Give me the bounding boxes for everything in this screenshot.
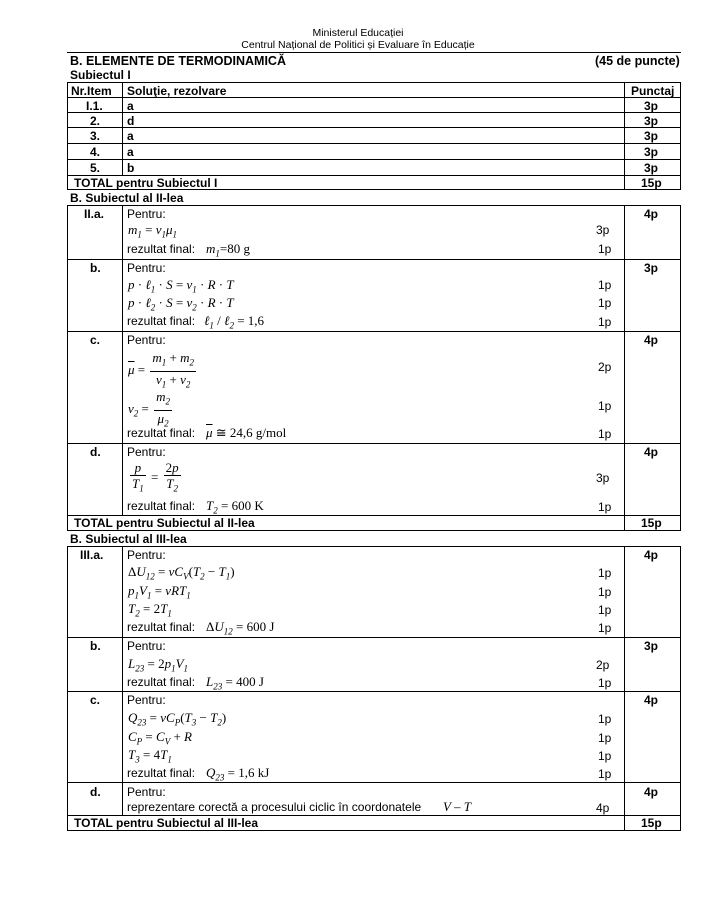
formula: $L_{23} = 2p_1V_1$ — [128, 656, 189, 674]
formula: $m_1 = \nu_1\mu_1$ — [128, 222, 178, 240]
item-number: II.a. — [84, 207, 105, 221]
answer: d — [127, 114, 135, 128]
line-points: 3p — [596, 223, 610, 237]
points: 3p — [644, 99, 659, 113]
formula: $T_2 = 2T_1$ — [128, 601, 172, 619]
s2-total-points: 15p — [641, 516, 662, 530]
final-value: ℓ$_1$ / ℓ$_2$ = 1,6 — [204, 313, 265, 331]
s2-col-divider — [624, 205, 625, 531]
formula: $\Delta U_{12} = \nu C_V(T_2 - T_1)$ — [128, 564, 235, 582]
item-number: 2. — [90, 114, 101, 128]
line-points: 1p — [598, 500, 612, 514]
item-points: 3p — [644, 261, 659, 275]
line-points: 2p — [598, 360, 612, 374]
s3-col-divider — [624, 546, 625, 831]
final-label: rezultat final: — [127, 314, 196, 328]
formula: $\overline{\mu}$ = $\frac{m_1 + m_2}{\nu_1 + \nu_2}$ — [128, 350, 194, 390]
section-title: B. ELEMENTE DE TERMODINAMICĂ — [70, 54, 286, 68]
formula: $\nu_2$ = $\frac{m_2}{\mu_2}$ — [128, 389, 171, 429]
final-label: rezultat final: — [127, 242, 196, 256]
pentru-label: Pentru: — [127, 445, 166, 459]
s3-row-divider — [67, 782, 681, 783]
item-points: 4p — [644, 548, 659, 562]
s1-total-label: TOTAL pentru Subiectul I — [74, 176, 218, 190]
final-value: $Q_{23} = 1,6$ kJ — [206, 765, 270, 783]
final-value: $m_1=80$ g — [206, 241, 250, 259]
s2-title: B. Subiectul al II-lea — [70, 191, 184, 205]
s3-row-divider — [67, 691, 681, 692]
col-points-header: Punctaj — [631, 84, 675, 98]
line-points: 3p — [596, 471, 610, 485]
s1-row-divider — [67, 127, 681, 128]
item-number: c. — [90, 333, 101, 347]
points: 3p — [644, 129, 659, 143]
final-value: $T_2 = 600$ K — [206, 498, 264, 516]
s2-row-divider — [67, 331, 681, 332]
s3-row-divider — [67, 637, 681, 638]
formula: p · ℓ$_1$ · $S = \nu_1 \cdot R \cdot T$ — [128, 277, 234, 295]
points: 3p — [644, 145, 659, 159]
s2-row-divider — [67, 259, 681, 260]
item-number: III.a. — [80, 548, 104, 562]
final-value: $\Delta U_{12} = 600$ J — [206, 619, 275, 637]
pentru-label: Pentru: — [127, 261, 166, 275]
item-points: 4p — [644, 333, 659, 347]
line-points: 1p — [598, 749, 612, 763]
final-label: rezultat final: — [127, 620, 196, 634]
s1-col-divider — [122, 82, 123, 175]
item-points: 3p — [644, 639, 659, 653]
item-number: c. — [90, 693, 101, 707]
item-points: 4p — [644, 785, 659, 799]
line-points: 1p — [598, 676, 612, 690]
s1-col-divider — [624, 82, 625, 190]
pentru-label: Pentru: — [127, 207, 166, 221]
points: 3p — [644, 114, 659, 128]
ministry-header: Ministerul Educației — [312, 27, 404, 39]
line-points: 1p — [598, 242, 612, 256]
formula: $Q_{23} = \nu C_P(T_3 - T_2)$ — [128, 710, 227, 728]
representation-text: reprezentare corectă a procesului ciclic în coordonatele — [127, 800, 422, 814]
line-points: 1p — [598, 399, 612, 413]
col-solution-header: Soluţie, rezolvare — [127, 84, 227, 98]
points: 3p — [644, 161, 659, 175]
final-label: rezultat final: — [127, 499, 196, 513]
col-item-header: Nr.Item — [71, 84, 112, 98]
item-number: 4. — [90, 145, 101, 159]
s1-title: Subiectul I — [70, 68, 131, 82]
final-value: $\overline{\mu}$ ≅ 24,6 g/mol — [206, 425, 287, 440]
item-number: 3. — [90, 129, 101, 143]
final-label: rezultat final: — [127, 426, 196, 440]
formula: $T_3 = 4T_1$ — [128, 747, 172, 765]
s1-row-divider — [67, 143, 681, 144]
line-points: 1p — [598, 296, 612, 310]
line-points: 1p — [598, 427, 612, 441]
line-points: 1p — [598, 566, 612, 580]
s1-table-border — [67, 82, 681, 190]
pentru-label: Pentru: — [127, 693, 166, 707]
item-points: 4p — [644, 693, 659, 707]
divider — [67, 52, 681, 53]
pentru-label: Pentru: — [127, 333, 166, 347]
item-number: 5. — [90, 161, 101, 175]
pentru-label: Pentru: — [127, 639, 166, 653]
final-label: rezultat final: — [127, 675, 196, 689]
s1-row-divider — [67, 112, 681, 113]
item-number: b. — [90, 261, 101, 275]
formula: $\frac{p}{T_1}$ = $\frac{2p}{T_2}$ — [132, 460, 179, 494]
line-points: 1p — [598, 278, 612, 292]
item-number: I.1. — [86, 99, 103, 113]
formula: $C_P = C_V + R$ — [128, 729, 192, 747]
formula: p · ℓ$_2$ · $S = \nu_2 \cdot R \cdot T$ — [128, 295, 234, 313]
item-number: d. — [90, 445, 101, 459]
line-points: 1p — [598, 315, 612, 329]
final-label: rezultat final: — [127, 766, 196, 780]
item-number: d. — [90, 785, 101, 799]
s2-total-label: TOTAL pentru Subiectul al II-lea — [74, 516, 255, 530]
line-points: 2p — [596, 658, 610, 672]
item-points: 4p — [644, 445, 659, 459]
item-points: 4p — [644, 207, 659, 221]
answer: a — [127, 129, 134, 143]
line-points: 1p — [598, 767, 612, 781]
answer: a — [127, 99, 134, 113]
line-points: 1p — [598, 603, 612, 617]
s1-row-divider — [67, 159, 681, 160]
answer: a — [127, 145, 134, 159]
line-points: 1p — [598, 621, 612, 635]
s3-col-divider — [122, 546, 123, 815]
center-header: Centrul Național de Politici și Evaluare în Educație — [241, 39, 475, 51]
line-points: 1p — [598, 731, 612, 745]
pentru-label: Pentru: — [127, 785, 166, 799]
line-points: 1p — [598, 712, 612, 726]
pentru-label: Pentru: — [127, 548, 166, 562]
answer: b — [127, 161, 135, 175]
formula: $p_1V_1 = \nu RT_1$ — [128, 583, 191, 601]
section-points: (45 de puncte) — [595, 54, 680, 68]
s3-total-label: TOTAL pentru Subiectul al III-lea — [74, 816, 259, 830]
s2-col-divider — [122, 205, 123, 515]
item-number: b. — [90, 639, 101, 653]
s3-total-points: 15p — [641, 816, 662, 830]
coordinates-label: V – T — [443, 799, 471, 814]
final-value: $L_{23} = 400$ J — [206, 674, 264, 692]
line-points: 1p — [598, 585, 612, 599]
line-points: 4p — [596, 801, 610, 815]
s3-title: B. Subiectul al III-lea — [70, 532, 187, 546]
s1-total-points: 15p — [641, 176, 662, 190]
s2-row-divider — [67, 443, 681, 444]
